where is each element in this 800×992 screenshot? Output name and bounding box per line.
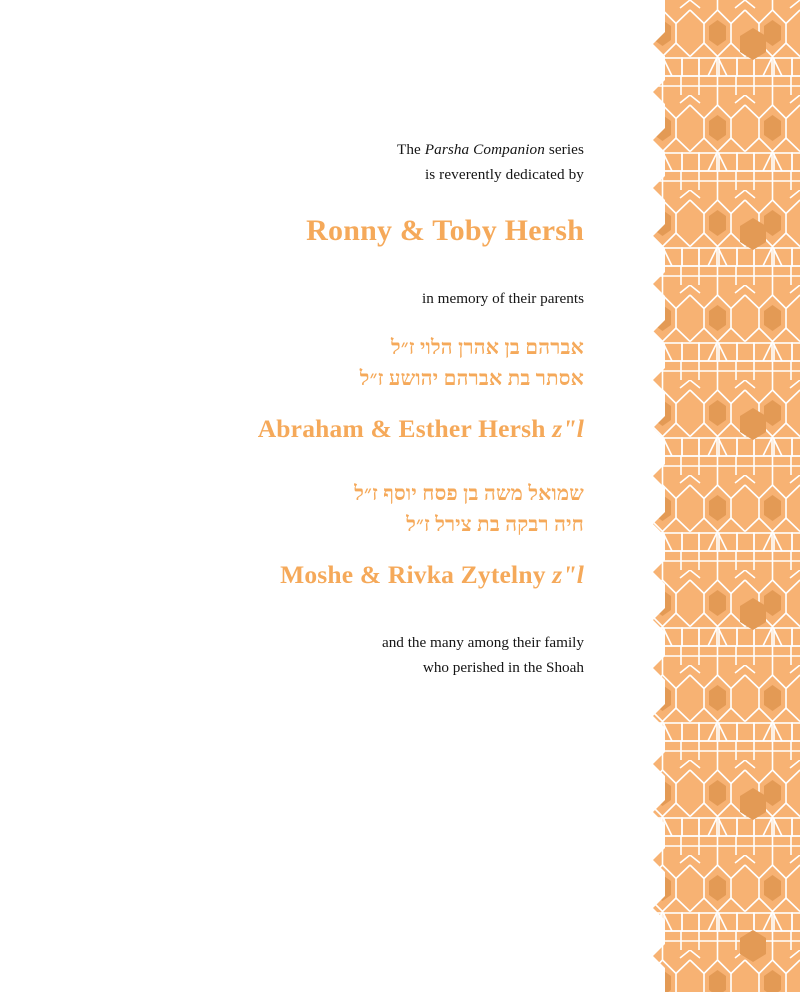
intro-line-1 bbox=[52, 138, 584, 163]
group1-hebrew-line-2: אסתר בת אברהם יהושע ז״ל bbox=[359, 368, 584, 391]
group2-names-text: Moshe & Rivka Zytelny bbox=[280, 560, 553, 590]
group1-english-names bbox=[52, 414, 584, 445]
group2-hebrew-line-1: שמואל משה בן פסח יוסף ז״ל bbox=[354, 482, 584, 505]
group2-honorific: z"l bbox=[552, 560, 584, 590]
memory-line: in memory of their parents bbox=[422, 289, 584, 307]
section-gap bbox=[52, 445, 584, 479]
closing-line-1: and the many among their family bbox=[381, 633, 584, 651]
series-title: Parsha Companion bbox=[424, 141, 545, 158]
group1-honorific: z"l bbox=[552, 414, 584, 444]
intro-suffix: series bbox=[544, 141, 584, 158]
geometric-lattice-border-icon bbox=[635, 0, 800, 992]
group1-names-text: Abraham & Esther Hersh bbox=[257, 414, 553, 444]
group2-english-names bbox=[52, 560, 584, 591]
closing-line-2: who perished in the Shoah bbox=[422, 658, 584, 676]
dedicator-names: Ronny & Toby Hersh bbox=[306, 214, 584, 248]
intro-prefix: The bbox=[396, 141, 425, 158]
intro-line-2: is reverently dedicated by bbox=[424, 165, 584, 183]
group1-hebrew-line-1: אברהם בן אהרן הלוי ז״ל bbox=[390, 337, 584, 360]
group2-hebrew-line-2: חיה רבקה בת צירל ז״ל bbox=[406, 514, 584, 537]
